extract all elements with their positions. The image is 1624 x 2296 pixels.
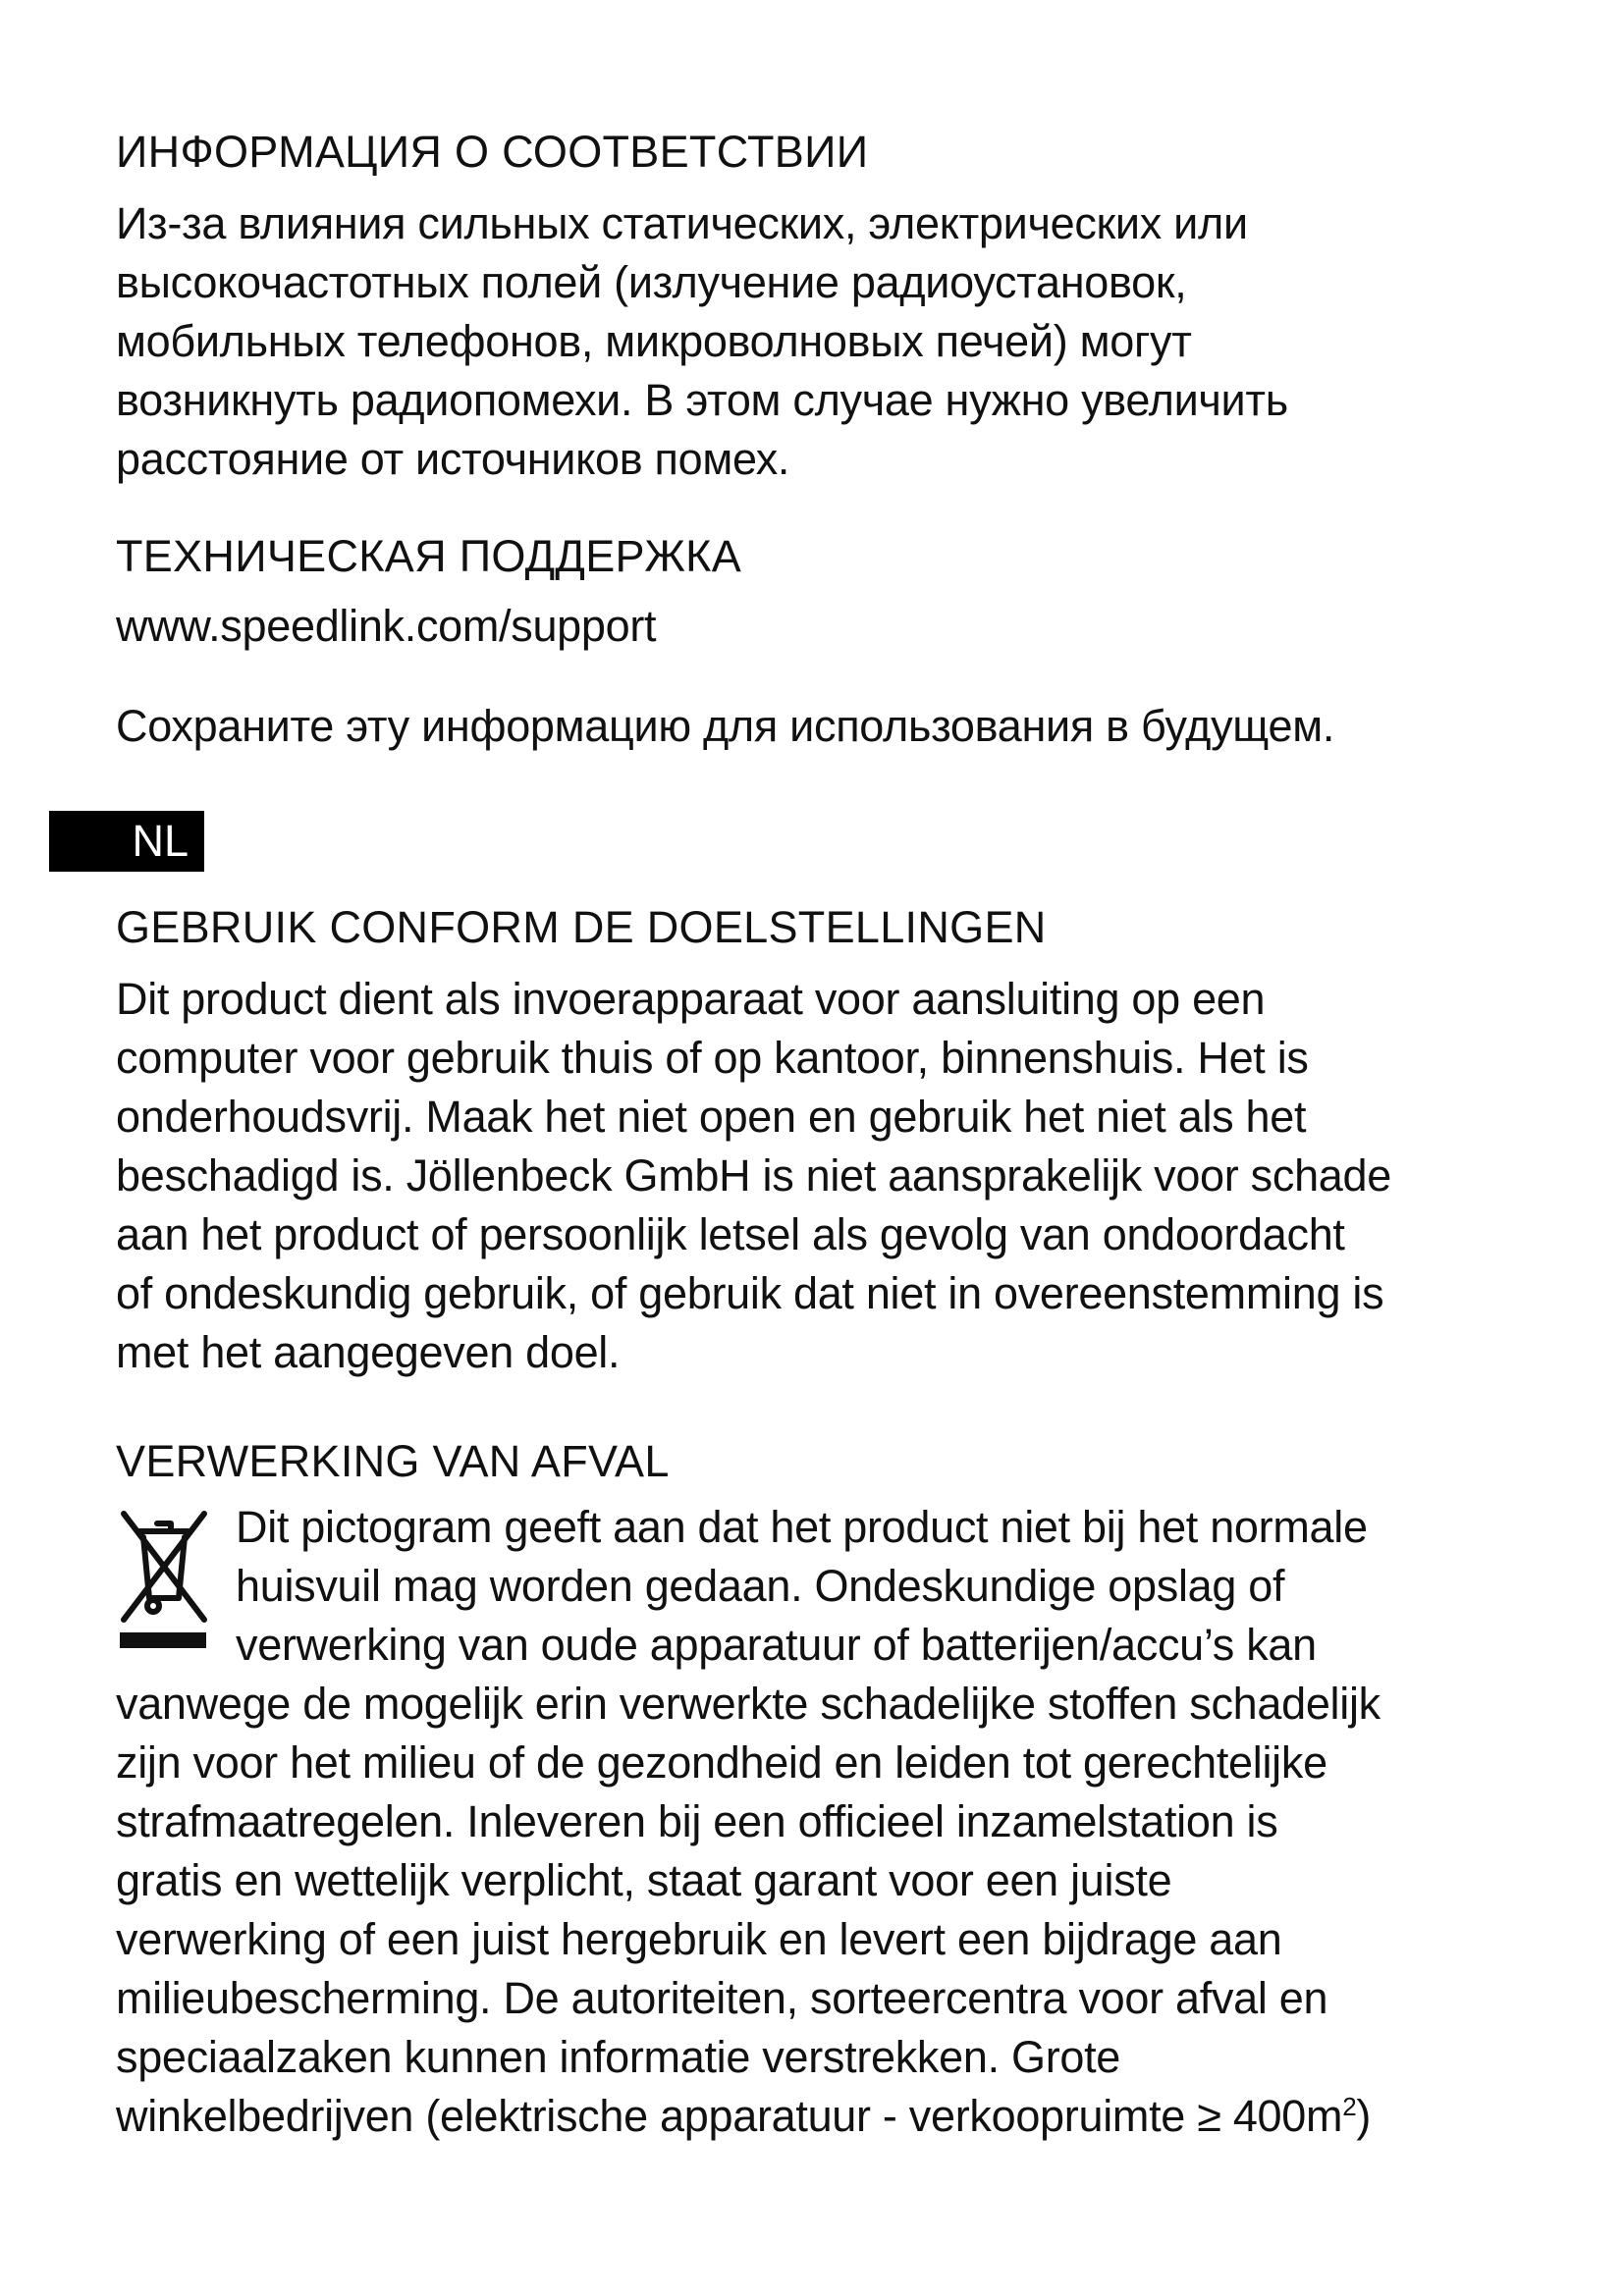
- text-line: Сохраните эту информацию для использования в будущем.: [116, 701, 1335, 751]
- text-line: of ondeskundig gebruik, of gebruik dat niet in overeenstemming is: [116, 1268, 1384, 1318]
- keep-note: [116, 697, 1549, 756]
- text-line: aan het product of persoonlijk letsel als gevolg van ondoordacht: [116, 1209, 1345, 1259]
- disposal-paragraph: [116, 1498, 1549, 2146]
- text-line: Из-за влияния сильных статических, электрических или: [116, 198, 1248, 248]
- intended-use-heading: GEBRUIK CONFORM DE DOELSTELLINGEN: [116, 902, 1047, 952]
- text-line: milieubescherming. De autoriteiten, sorteercentra voor afval en: [116, 1973, 1328, 2023]
- support-url[interactable]: [116, 597, 1549, 656]
- text-line: vanwege de mogelijk erin verwerkte schadelijke stoffen schadelijk: [116, 1679, 1380, 1729]
- text-line: onderhoudsvrij. Maak het niet open en gebruik het niet als het: [116, 1092, 1307, 1142]
- text-line: zijn voor het milieu of de gezondheid en leiden tot gerechtelijke: [116, 1737, 1327, 1788]
- text-line: verwerking of een juist hergebruik en levert een bijdrage aan: [116, 1914, 1282, 1964]
- intended-use-paragraph: [116, 970, 1549, 1382]
- text-line: Dit pictogram geeft aan dat het product niet bij het normale: [236, 1502, 1368, 1552]
- compliance-paragraph: [116, 194, 1549, 489]
- text-line: высокочастотных полей (излучение радиоустановок,: [116, 257, 1187, 307]
- text-line: расстояние от источников помех.: [116, 434, 790, 484]
- text-line: computer voor gebruik thuis of op kantoor, binnenshuis. Het is: [116, 1033, 1309, 1083]
- support-link[interactable]: www.speedlink.com/support: [116, 601, 657, 651]
- text-line: gratis en wettelijk verplicht, staat garant voor een juiste: [116, 1855, 1172, 1905]
- text-line: Dit product dient als invoerapparaat voor aansluiting op een: [116, 974, 1266, 1024]
- closing-paren: ): [1356, 2091, 1372, 2141]
- text-line: met het aangegeven doel.: [116, 1327, 621, 1377]
- text-line: beschadigd is. Jöllenbeck GmbH is niet aansprakelijk voor schade: [116, 1150, 1391, 1201]
- compliance-heading: ИНФОРМАЦИЯ О СООТВЕТСТВИИ: [116, 127, 869, 177]
- text-line: speciaalzaken kunnen informatie verstrekken. Grote: [116, 2032, 1121, 2082]
- text-line: verwerking van oude apparatuur of batterijen/accu’s kan: [236, 1620, 1317, 1670]
- text-line: huisvuil mag worden gedaan. Ondeskundige opslag of: [236, 1561, 1285, 1611]
- text-line: мобильных телефонов, микроволновых печей) могут: [116, 316, 1192, 366]
- support-heading: ТЕХНИЧЕСКАЯ ПОДДЕРЖКА: [116, 531, 742, 581]
- text-line: strafmaatregelen. Inleveren bij een officieel inzamelstation is: [116, 1796, 1278, 1846]
- text-line: возникнуть радиопомехи. В этом случае нужно увеличить: [116, 375, 1288, 425]
- superscript-two: 2: [1342, 2092, 1357, 2121]
- language-label-nl: NL: [49, 811, 204, 872]
- text-line-final: [116, 2087, 1549, 2146]
- disposal-heading: VERWERKING VAN AFVAL: [116, 1436, 670, 1486]
- text-line: winkelbedrijven (elektrische apparatuur - verkoopruimte ≥ 400m: [116, 2091, 1343, 2141]
